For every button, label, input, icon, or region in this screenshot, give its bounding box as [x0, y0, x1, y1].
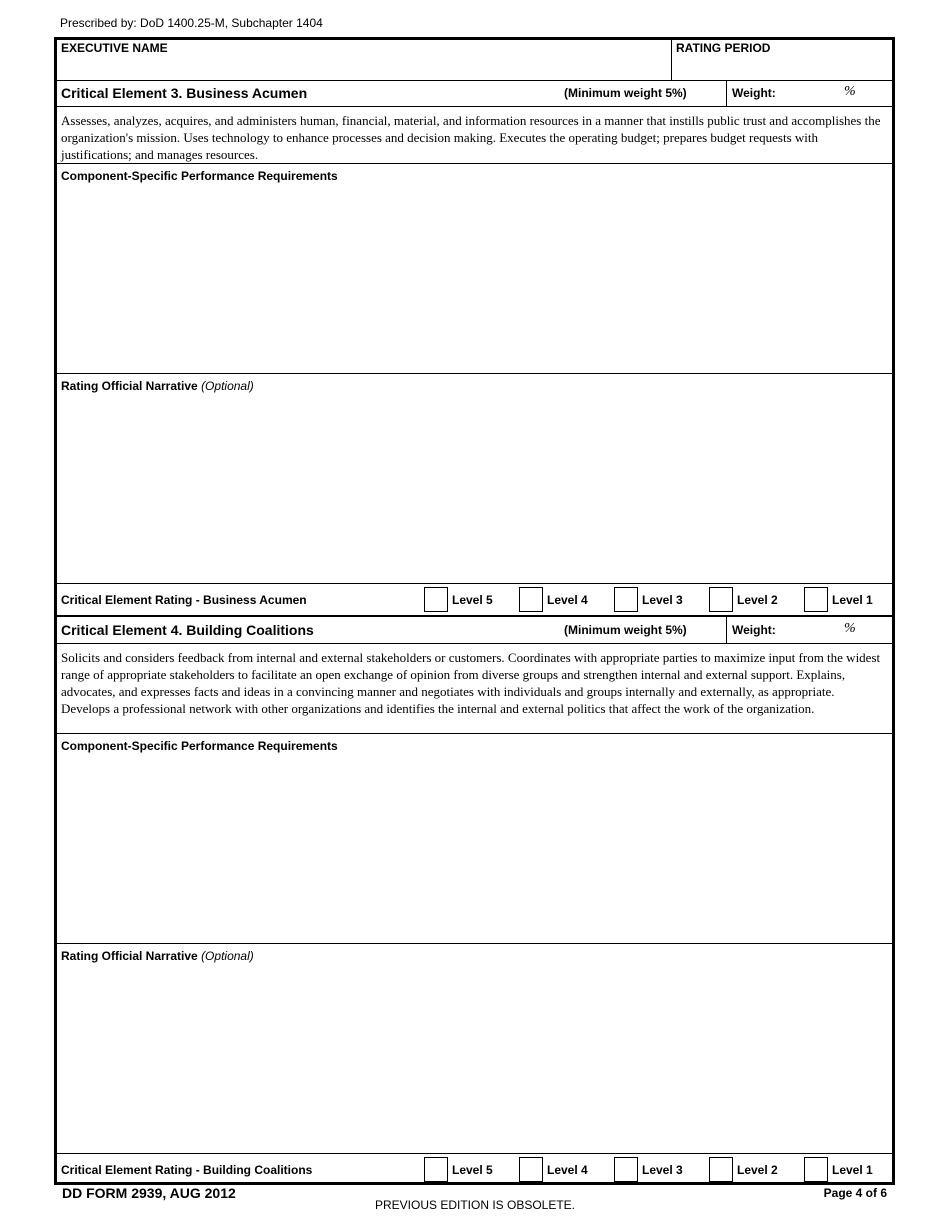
element4-description-row: [57, 644, 892, 734]
element3-level1-label: Level 1: [832, 593, 873, 607]
element4-level5-checkbox[interactable]: [424, 1157, 448, 1182]
element4-narrative-field[interactable]: [57, 944, 892, 1154]
element3-weight-divider: [726, 81, 727, 106]
element3-level2-checkbox[interactable]: [709, 587, 733, 612]
element3-narrative-optional: (Optional): [201, 379, 254, 393]
element3-weight-label: Weight:: [732, 86, 776, 100]
element3-title: Critical Element 3. Business Acumen: [61, 85, 308, 101]
element3-rating-label: Critical Element Rating - Business Acumen: [61, 593, 307, 607]
prescribed-by: Prescribed by: DoD 1400.25-M, Subchapter 1404: [60, 16, 323, 30]
element4-rating-row: [57, 1154, 892, 1185]
form-id: DD FORM 2939, AUG 2012: [62, 1185, 236, 1201]
element3-level3-label: Level 3: [642, 593, 683, 607]
element3-level2-label: Level 2: [737, 593, 778, 607]
element4-min-weight: (Minimum weight 5%): [564, 623, 687, 637]
element4-title-row: [57, 617, 892, 644]
element4-level3-label: Level 3: [642, 1163, 683, 1177]
element4-level2-checkbox[interactable]: [709, 1157, 733, 1182]
element3-level1-checkbox[interactable]: [804, 587, 828, 612]
element4-description: Solicits and considers feedback from internal and external stakeholders or customers. Coordinates with appropriate parties to maximize input from the widest range of appropriate stakeholders to facilitate an open exchange of opinion from diverse groups and strengthen internal and external support. Explains, advocates, and expresses facts and ideas in a convincing manner and negotiates with individuals and groups internally and externally, as appropriate. Develops a professional network with other organizations and identifies the internal and external politics that affect the work of the organization.: [61, 650, 881, 716]
element3-narrative-field[interactable]: [57, 374, 892, 584]
element4-weight-label: Weight:: [732, 623, 776, 637]
element4-weight-divider: [726, 617, 727, 643]
element4-title: Critical Element 4. Building Coalitions: [61, 622, 314, 638]
element3-level3-checkbox[interactable]: [614, 587, 638, 612]
element4-level1-label: Level 1: [832, 1163, 873, 1177]
element3-level5-checkbox[interactable]: [424, 587, 448, 612]
element3-level4-checkbox[interactable]: [519, 587, 543, 612]
element4-component-field[interactable]: [57, 734, 892, 944]
executive-name-label: EXECUTIVE NAME: [61, 41, 168, 55]
element3-component-field[interactable]: [57, 164, 892, 374]
element4-percent-symbol: %: [844, 621, 856, 636]
element4-level2-label: Level 2: [737, 1163, 778, 1177]
element4-level4-label: Level 4: [547, 1163, 588, 1177]
element4-component-label: Component-Specific Performance Requirements: [61, 739, 338, 753]
element3-title-row: [57, 81, 892, 107]
element3-level4-label: Level 4: [547, 593, 588, 607]
element3-level5-label: Level 5: [452, 593, 493, 607]
form-frame: [54, 37, 895, 1185]
element3-narrative-label-text: Rating Official Narrative: [61, 379, 198, 393]
element3-rating-row: [57, 584, 892, 617]
header-row: [57, 40, 892, 81]
element3-percent-symbol: %: [844, 84, 856, 99]
element4-level4-checkbox[interactable]: [519, 1157, 543, 1182]
element4-level3-checkbox[interactable]: [614, 1157, 638, 1182]
element4-narrative-label-text: Rating Official Narrative: [61, 949, 198, 963]
element3-description: Assesses, analyzes, acquires, and administers human, financial, material, and information resources in a manner that instills public trust and accomplishes the organization's mission. Uses technology to enhance processes and decision making. Executes the operating budget; prepares budget requests with justifications; and manages resources.: [61, 113, 881, 162]
element4-narrative-label: [61, 949, 254, 963]
page-number: Page 4 of 6: [823, 1186, 887, 1200]
element3-min-weight: (Minimum weight 5%): [564, 86, 687, 100]
element4-level1-checkbox[interactable]: [804, 1157, 828, 1182]
element4-rating-label: Critical Element Rating - Building Coalitions: [61, 1163, 313, 1177]
element4-level5-label: Level 5: [452, 1163, 493, 1177]
rating-period-label: RATING PERIOD: [676, 41, 771, 55]
element3-description-row: [57, 107, 892, 164]
element3-component-label: Component-Specific Performance Requirements: [61, 169, 338, 183]
obsolete-notice: PREVIOUS EDITION IS OBSOLETE.: [374, 1198, 576, 1212]
element3-narrative-label: [61, 379, 254, 393]
element4-narrative-optional: (Optional): [201, 949, 254, 963]
header-divider: [671, 40, 672, 80]
